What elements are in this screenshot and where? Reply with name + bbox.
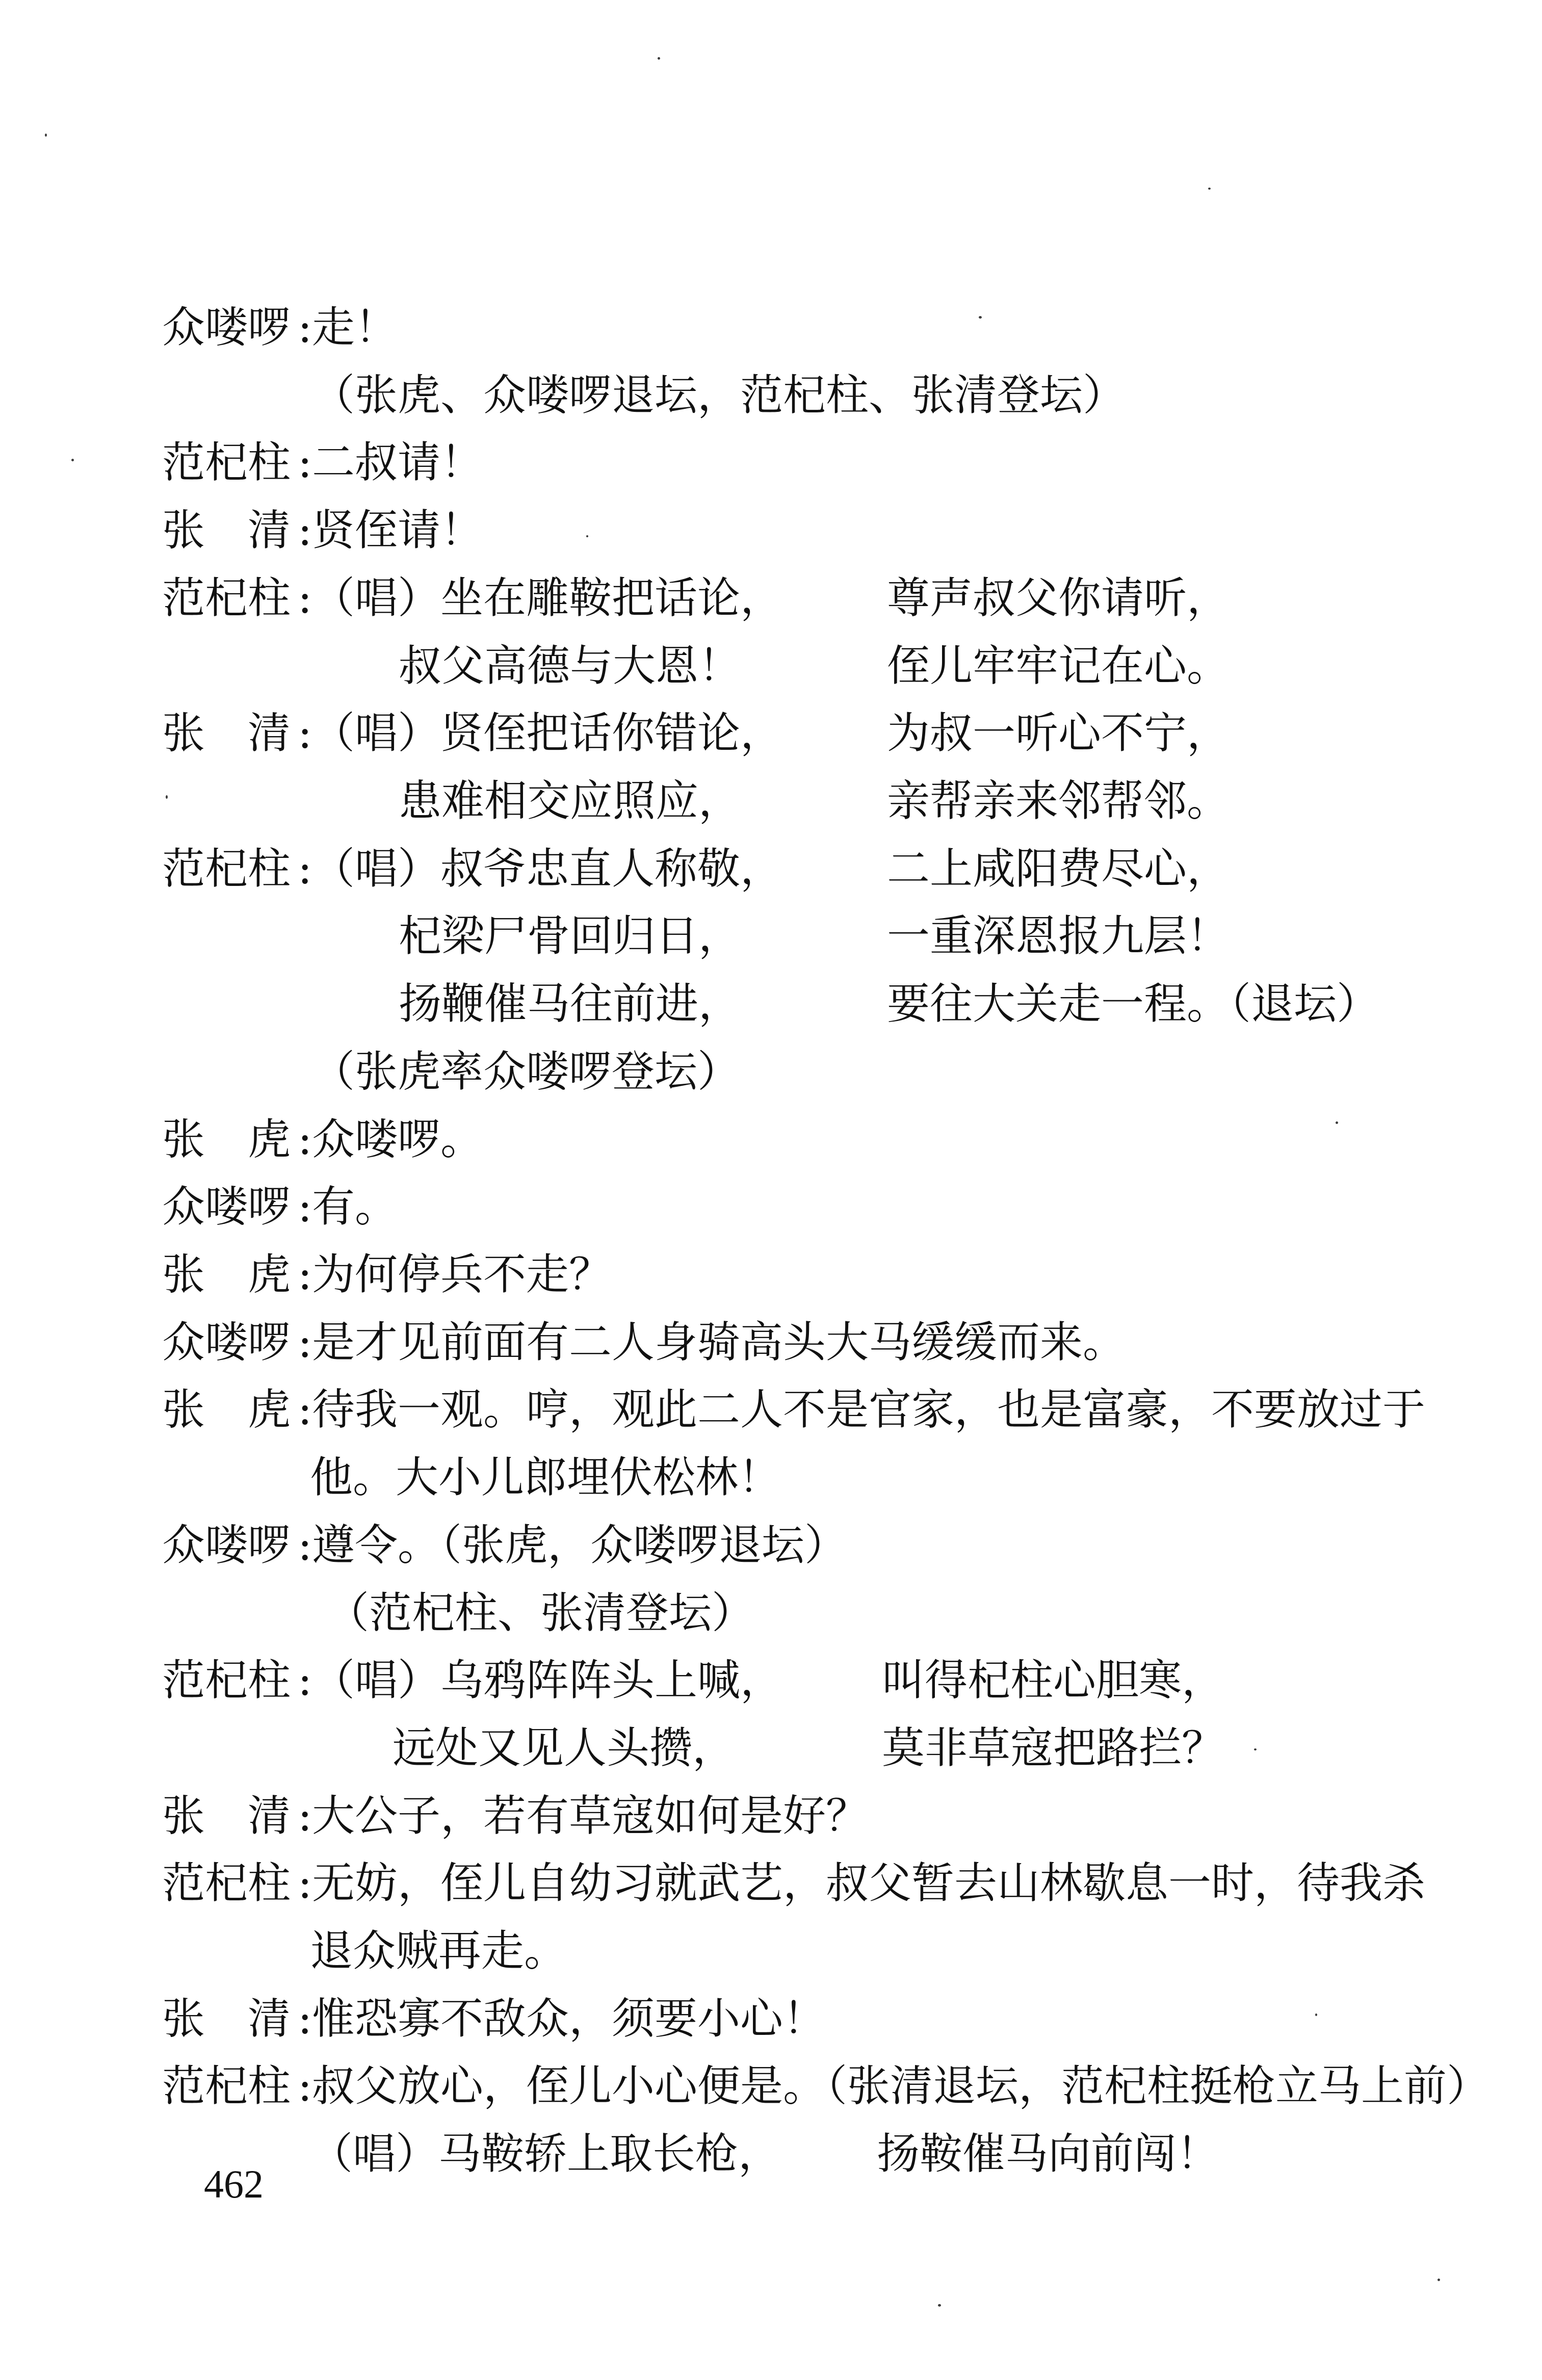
dialogue-text: 大公子，若有草寇如何是好？ — [312, 1791, 869, 1841]
verse-second-half: 侄儿牢牢记在心。 — [887, 641, 1230, 691]
dialogue-text: 待我一观。哼，观此二人不是官家，也是富豪，不要放过于 — [312, 1384, 1426, 1434]
verse-second-half: 尊声叔父你请听， — [887, 573, 1230, 623]
speaker-name: 众喽啰 — [162, 302, 291, 352]
scan-speckle — [1315, 2013, 1317, 2016]
dialogue-text: 众喽啰。 — [312, 1114, 484, 1164]
verse-second-half: 一重深恩报九层！ — [887, 911, 1230, 961]
speaker-name: 范杞柱 — [162, 1655, 291, 1705]
speaker-name: 范杞柱 — [162, 573, 291, 623]
speaker-colon: : — [298, 1791, 312, 1841]
speaker-name: 张 虎 — [162, 1384, 291, 1434]
stage-direction-text: （范杞柱、张清登坛） — [326, 1588, 755, 1638]
scan-speckle — [938, 2304, 941, 2307]
speaker-colon: : — [298, 505, 312, 555]
speaker-colon: : — [298, 708, 312, 758]
scan-speckle — [45, 134, 47, 137]
verse-second-half: 亲帮亲来邻帮邻。 — [887, 776, 1230, 826]
scan-speckle — [166, 795, 168, 799]
verse-second-half: 二上咸阳费尽心， — [887, 844, 1230, 894]
speaker-name: 张 虎 — [162, 1249, 291, 1299]
verse-first-half: 远处又见人头攒， — [393, 1723, 736, 1773]
speaker-name: 张 清 — [162, 1791, 291, 1841]
speaker-name: 众喽啰 — [162, 1317, 291, 1367]
speaker-name: 范杞柱 — [162, 2061, 291, 2111]
speaker-colon: : — [298, 573, 312, 623]
speaker-colon: : — [298, 844, 312, 894]
dialogue-text: 是才见前面有二人身骑高头大马缓缓而来。 — [312, 1317, 1126, 1367]
verse-first-half: （唱）马鞍轿上取长枪， — [310, 2129, 781, 2179]
scan-speckle — [586, 535, 588, 537]
scan-speckle — [1208, 188, 1211, 190]
speaker-colon: : — [298, 437, 312, 487]
dialogue-text: 退众贼再走。 — [310, 1926, 567, 1976]
verse-first-half: （唱）贤侄把话你错论， — [312, 708, 783, 758]
speaker-colon: : — [298, 1858, 312, 1908]
scan-speckle — [71, 459, 74, 461]
dialogue-text: 无妨，侄儿自幼习就武艺，叔父暂去山林歇息一时，待我杀 — [312, 1858, 1426, 1908]
stage-direction-text: （张虎、众喽啰退坛，范杞柱、张清登坛） — [312, 370, 1126, 420]
verse-first-half: （唱）叔爷忠直人称敬， — [312, 844, 783, 894]
scan-speckle — [1438, 2279, 1440, 2281]
speaker-name: 张 虎 — [162, 1114, 291, 1164]
verse-first-half: 患难相交应照应， — [399, 776, 742, 826]
speaker-colon: : — [298, 302, 312, 352]
speaker-name: 张 清 — [162, 708, 291, 758]
dialogue-text: 叔父放心，侄儿小心便是。（张清退坛，范杞柱挺枪立马上前） — [312, 2061, 1490, 2111]
verse-second-half: 莫非草寇把路拦？ — [882, 1723, 1225, 1773]
verse-first-half: （唱）坐在雕鞍把话论， — [312, 573, 783, 623]
scan-speckle — [979, 316, 982, 319]
dialogue-text: 为何停兵不走？ — [312, 1249, 612, 1299]
speaker-name: 众喽啰 — [162, 1182, 291, 1232]
verse-first-half: 扬鞭催马往前进， — [399, 979, 742, 1029]
speaker-colon: : — [298, 1994, 312, 2044]
speaker-name: 范杞柱 — [162, 844, 291, 894]
verse-second-half: 叫得杞柱心胆寒， — [882, 1655, 1225, 1705]
scan-speckle — [1336, 1121, 1338, 1124]
dialogue-text: 二叔请！ — [312, 437, 484, 487]
stage-direction-text: （张虎率众喽啰登坛） — [312, 1047, 741, 1096]
speaker-colon: : — [298, 1114, 312, 1164]
dialogue-text: 走！ — [312, 302, 398, 352]
speaker-colon: : — [298, 1655, 312, 1705]
page-number: 462 — [204, 2162, 264, 2206]
verse-first-half: 杞梁尸骨回归日， — [399, 911, 742, 961]
verse-second-half: 为叔一听心不宁， — [887, 708, 1230, 758]
dialogue-text: 有。 — [312, 1182, 398, 1232]
speaker-colon: : — [298, 1384, 312, 1434]
speaker-name: 众喽啰 — [162, 1520, 291, 1570]
speaker-colon: : — [298, 1182, 312, 1232]
speaker-colon: : — [298, 2061, 312, 2111]
dialogue-text: 贤侄请！ — [312, 505, 484, 555]
verse-first-half: 叔父高德与大恩！ — [399, 641, 742, 691]
speaker-name: 张 清 — [162, 505, 291, 555]
speaker-name: 范杞柱 — [162, 437, 291, 487]
scan-speckle — [1254, 1748, 1257, 1750]
speaker-colon: : — [298, 1520, 312, 1570]
speaker-colon: : — [298, 1317, 312, 1367]
dialogue-text: 遵令。（张虎，众喽啰退坛） — [312, 1520, 848, 1570]
verse-second-half: 要往大关走一程。（退坛） — [887, 979, 1380, 1029]
speaker-name: 张 清 — [162, 1994, 291, 2044]
verse-second-half: 扬鞍催马向前闯！ — [877, 2129, 1220, 2179]
dialogue-text: 他。大小儿郎埋伏松林！ — [310, 1452, 781, 1502]
speaker-name: 范杞柱 — [162, 1858, 291, 1908]
dialogue-text: 惟恐寡不敌众，须要小心！ — [312, 1994, 826, 2044]
scan-speckle — [658, 57, 660, 60]
verse-first-half: （唱）乌鸦阵阵头上喊， — [312, 1655, 783, 1705]
speaker-colon: : — [298, 1249, 312, 1299]
